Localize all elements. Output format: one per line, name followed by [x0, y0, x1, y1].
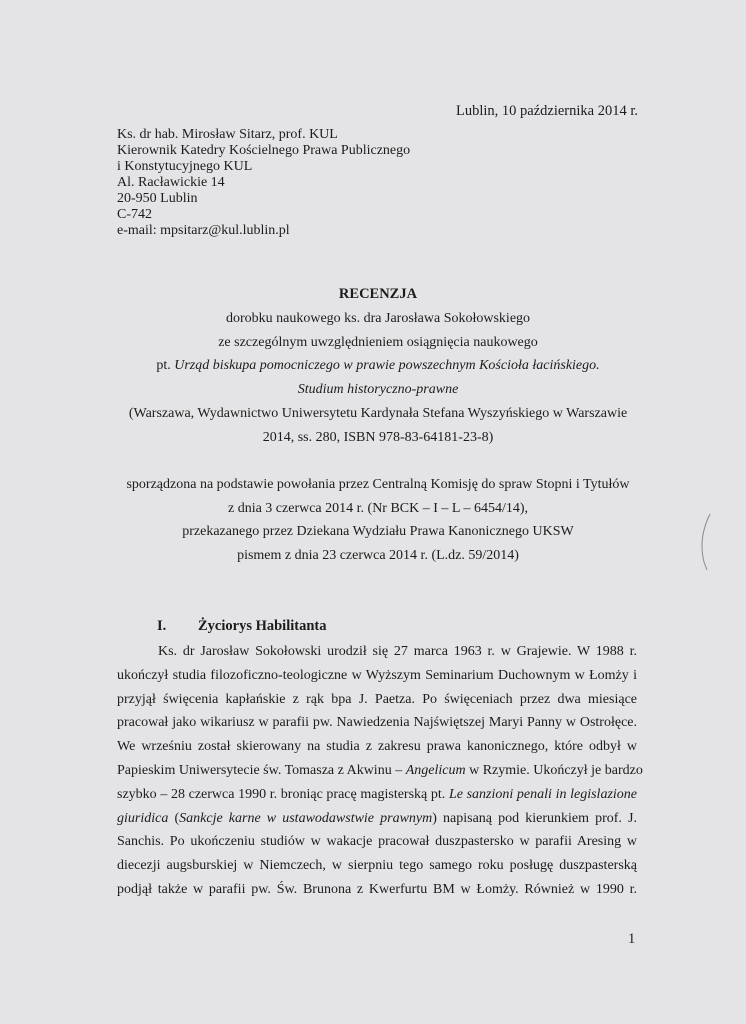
text-run: ) napisaną pod kierunkiem prof. J.	[432, 810, 637, 826]
document-title: RECENZJA	[338, 286, 418, 302]
sender-email: e-mail: mpsitarz@kul.lublin.pl	[117, 223, 290, 238]
work-subtitle: Studium historyczno-prawne	[297, 382, 459, 398]
paragraph-line: ukończył studia filozoficzno-teologiczne w Wyższym Seminarium Duchownym w Łomży i	[117, 667, 637, 683]
sender-line: Al. Racławickie 14	[117, 175, 225, 190]
text-run: (	[174, 810, 180, 826]
publisher-line: 2014, ss. 280, ISBN 978-83-64181-23-8)	[262, 429, 494, 445]
paragraph-line: We wrześniu został skierowany na studia z zakresu prawa kanonicznego, które odbył w	[117, 739, 637, 755]
text-run: w Rzymie. Ukończył je bardzo	[469, 762, 643, 778]
text-run: Papieskim Uniwersytecie św. Tomasza z Akwinu –	[117, 762, 403, 778]
basis-line: sporządzona na podstawie powołania przez Centralną Komisję do spraw Stopni i Tytułów	[126, 477, 630, 492]
basis-block	[110, 473, 646, 568]
basis-line: pismem z dnia 23 czerwca 2014 r. (L.dz. 59/2014)	[237, 548, 519, 564]
basis-line: z dnia 3 czerwca 2014 r. (Nr BCK – I – L – 6454/14),	[227, 500, 528, 516]
subtitle-line: ze szczególnym uwzględnieniem osiągnięcia naukowego	[218, 334, 538, 350]
letter-date: Lublin, 10 października 2014 r.	[455, 103, 638, 119]
sender-line: Kierownik Katedry Kościelnego Prawa Publicznego	[117, 143, 411, 158]
section-number: I.	[157, 618, 167, 634]
work-title-line	[110, 354, 646, 378]
paragraph-line: podjął także w parafii pw. Św. Brunona z Kwerfurtu BM w Łomży. Również w 1990 r.	[117, 881, 637, 897]
page-number: 1	[628, 931, 636, 947]
italic-run: Le sanzioni penali in legislazione	[448, 786, 637, 802]
margin-pencil-mark	[698, 512, 714, 574]
work-title: Urząd biskupa pomocniczego w prawie powszechnym Kościoła łacińskiego.	[174, 358, 600, 374]
section-heading	[157, 618, 327, 635]
basis-line: przekazanego przez Dziekana Wydziału Prawa Kanonicznego UKSW	[182, 524, 574, 540]
subtitle-line: dorobku naukowego ks. dra Jarosława Sokołowskiego	[225, 311, 531, 326]
sender-line: Ks. dr hab. Mirosław Sitarz, prof. KUL	[117, 127, 338, 142]
italic-run: giuridica	[117, 810, 169, 826]
sender-line: i Konstytucyjnego KUL	[117, 159, 253, 174]
text-run: szybko – 28 czerwca 1990 r. broniąc pracę magisterską pt.	[117, 786, 446, 802]
italic-run: Sankcje karne w ustawodawstwie prawnym	[179, 810, 433, 826]
sender-line: 20-950 Lublin	[117, 191, 198, 206]
paragraph-line: przyjął święcenia kapłańskie z rąk bpa J. Paetza. Po święceniach przez dwa miesiące	[117, 691, 637, 707]
section-title: Życiorys Habilitanta	[198, 618, 327, 634]
sender-line: C-742	[117, 207, 152, 222]
pt-label: pt.	[156, 358, 171, 374]
italic-run: Angelicum	[405, 762, 466, 778]
paragraph-line	[117, 807, 637, 831]
paragraph-line: Sanchis. Po ukończeniu studiów w wakacje pracował duszpastersko w parafii Aresing w	[117, 834, 637, 850]
paragraph-line: Ks. dr Jarosław Sokołowski urodził się 27 marca 1963 r. w Grajewie. W 1988 r.	[158, 644, 637, 659]
paragraph-line	[117, 759, 643, 783]
subtitle-block	[110, 307, 646, 449]
biography-paragraph	[117, 640, 643, 902]
paragraph-line: diecezji augsburskiej w Niemczech, w sierpniu tego samego roku posługę duszpasterską	[117, 858, 637, 874]
sender-address	[117, 127, 410, 239]
publisher-line: (Warszawa, Wydawnictwo Uniwersytetu Kardynała Stefana Wyszyńskiego w Warszawie	[128, 405, 628, 421]
paragraph-line: pracował jako wikariusz w parafii pw. Nawiedzenia Najświętszej Maryi Panny w Ostrołęce.	[117, 715, 637, 731]
paragraph-line	[117, 783, 637, 807]
